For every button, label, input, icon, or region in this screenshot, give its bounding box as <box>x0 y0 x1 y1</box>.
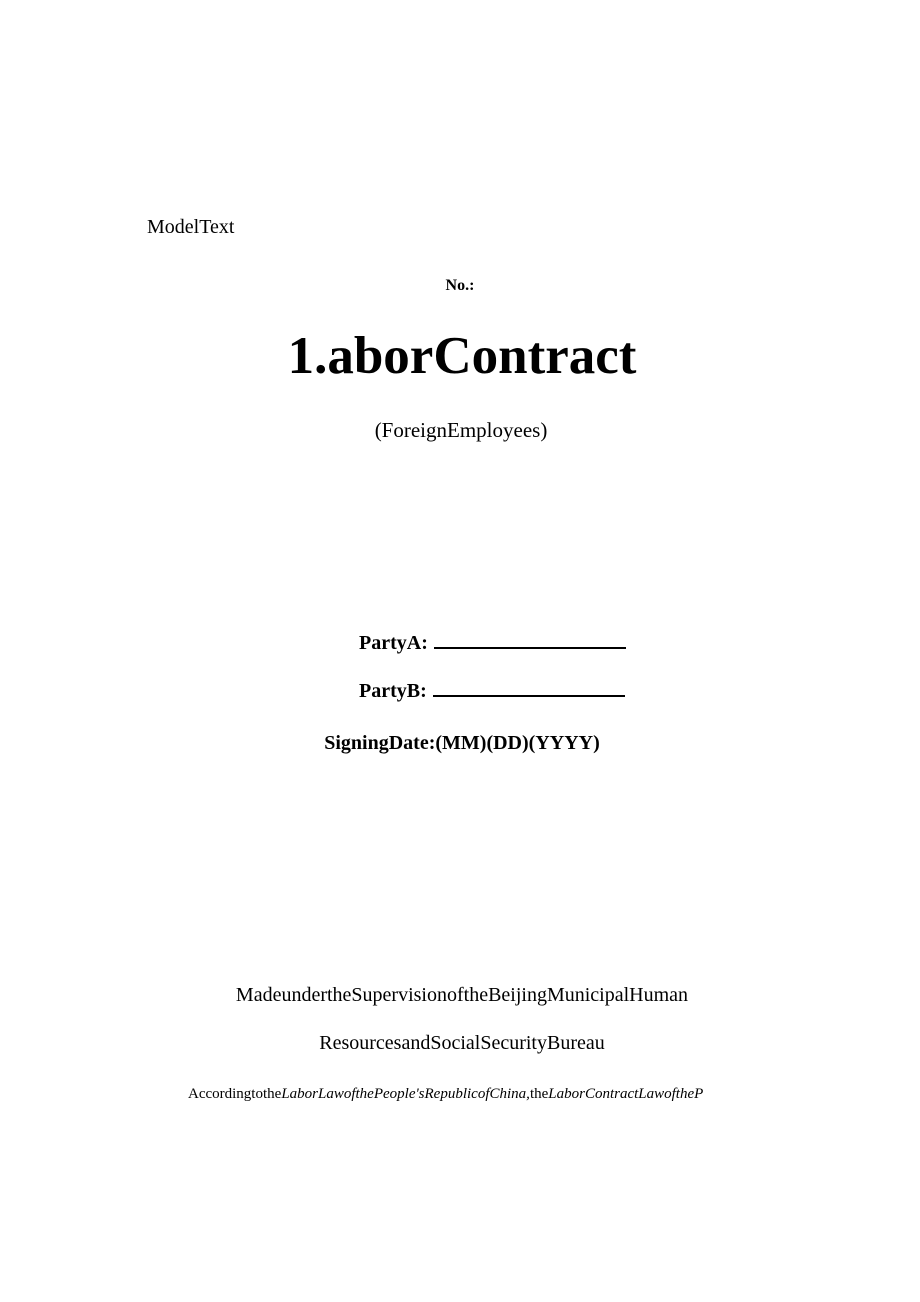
supervision-line-1: MadeundertheSupervisionoftheBeijingMunicipalHuman <box>235 984 689 1006</box>
document-subtitle: (ForeignEmployees) <box>374 418 548 442</box>
model-text-label: ModelText <box>147 216 235 238</box>
party-a-field <box>359 629 626 655</box>
according-mid: the <box>529 1086 549 1102</box>
according-prefix: Accordingtothe <box>188 1086 282 1102</box>
party-a-blank-line <box>434 629 626 649</box>
party-b-label: PartyB: <box>359 680 427 702</box>
labor-contract-law-title: LaborContractLawoftheP <box>548 1086 704 1102</box>
labor-law-title: LaborLawofthePeople'sRepublicofChina, <box>281 1086 530 1102</box>
party-b-blank-line <box>433 677 625 697</box>
supervision-line-2: ResourcesandSocialSecurityBureau <box>319 1032 605 1054</box>
signing-date-label: SigningDate:(MM)(DD)(YYYY) <box>324 732 600 754</box>
party-a-label: PartyA: <box>359 632 428 654</box>
document-number-label: No.: <box>445 277 475 294</box>
document-title: 1.aborContract <box>287 327 637 385</box>
body-paragraph-start <box>188 1086 703 1103</box>
party-b-field <box>359 677 625 703</box>
